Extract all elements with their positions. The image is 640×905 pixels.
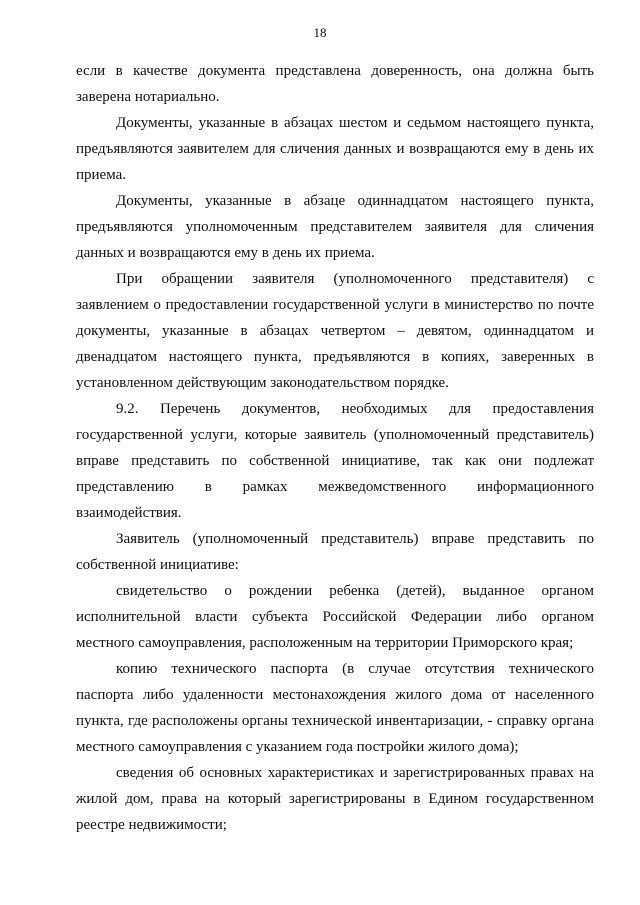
text-line: приема. bbox=[76, 167, 127, 183]
text-line: собственной инициативе: bbox=[76, 557, 239, 573]
text-line: государственной услуги, которые заявитель (уполномоченный представитель) bbox=[76, 427, 594, 443]
text-line: Документы, указанные в абзацах шестом и седьмом настоящего пункта, bbox=[116, 115, 594, 131]
text-line: представлению в рамках межведомственного информационного bbox=[76, 479, 594, 495]
text-line: пункта, где расположены органы технической инвентаризации, - справку органа bbox=[76, 713, 594, 729]
text-line: заверена нотариально. bbox=[76, 89, 220, 105]
text-line: При обращении заявителя (уполномоченного представителя) с bbox=[116, 271, 594, 287]
text-line: если в качестве документа представлена доверенность, она должна быть bbox=[76, 63, 594, 79]
text-line: 9.2. Перечень документов, необходимых для предоставления bbox=[116, 401, 594, 417]
text-line: данных и возвращаются ему в день их приема. bbox=[76, 245, 375, 261]
paragraph bbox=[76, 188, 594, 266]
text-line: паспорта либо удаленности местонахождения жилого дома от населенного bbox=[76, 687, 594, 703]
text-line: предъявляются заявителем для сличения данных и возвращаются ему в день их bbox=[76, 141, 594, 157]
paragraph bbox=[76, 656, 594, 760]
text-line: заявлением о предоставлении государственной услуги в министерство по почте bbox=[76, 297, 594, 313]
page-number: 18 bbox=[313, 25, 327, 40]
paragraph bbox=[76, 266, 594, 396]
text-line: предъявляются уполномоченным представителем заявителя для сличения bbox=[76, 219, 594, 235]
text-line: копию технического паспорта (в случае отсутствия технического bbox=[116, 661, 594, 677]
paragraph bbox=[76, 526, 594, 578]
paragraph bbox=[76, 110, 594, 188]
text-line: исполнительной власти субъекта Российской Федерации либо органом bbox=[76, 609, 594, 625]
text-line: местного самоуправления, расположенным на территории Приморского края; bbox=[76, 635, 574, 651]
text-line: взаимодействия. bbox=[76, 505, 182, 521]
text-line: документы, указанные в абзацах четвертом – девятом, одиннадцатом и bbox=[76, 323, 594, 339]
text-line: реестре недвижимости; bbox=[76, 817, 227, 833]
text-line: Заявитель (уполномоченный представитель) вправе представить по bbox=[116, 531, 594, 547]
paragraph bbox=[76, 396, 594, 526]
paragraph bbox=[76, 578, 594, 656]
text-line: местного самоуправления с указанием года постройки жилого дома); bbox=[76, 739, 519, 755]
text-line: Документы, указанные в абзаце одиннадцатом настоящего пункта, bbox=[116, 193, 594, 209]
document-body bbox=[76, 58, 594, 838]
text-line: жилой дом, права на который зарегистрированы в Едином государственном bbox=[76, 791, 594, 807]
text-line: двенадцатом настоящего пункта, предъявляются в копиях, заверенных в bbox=[76, 349, 594, 365]
text-line: установленном действующим законодательством порядке. bbox=[76, 375, 449, 391]
text-line: сведения об основных характеристиках и зарегистрированных правах на bbox=[116, 765, 594, 781]
text-line: вправе представить по собственной инициативе, так как они подлежат bbox=[76, 453, 594, 469]
paragraph bbox=[76, 760, 594, 838]
paragraph bbox=[76, 58, 594, 110]
text-line: свидетельство о рождении ребенка (детей), выданное органом bbox=[116, 583, 594, 599]
